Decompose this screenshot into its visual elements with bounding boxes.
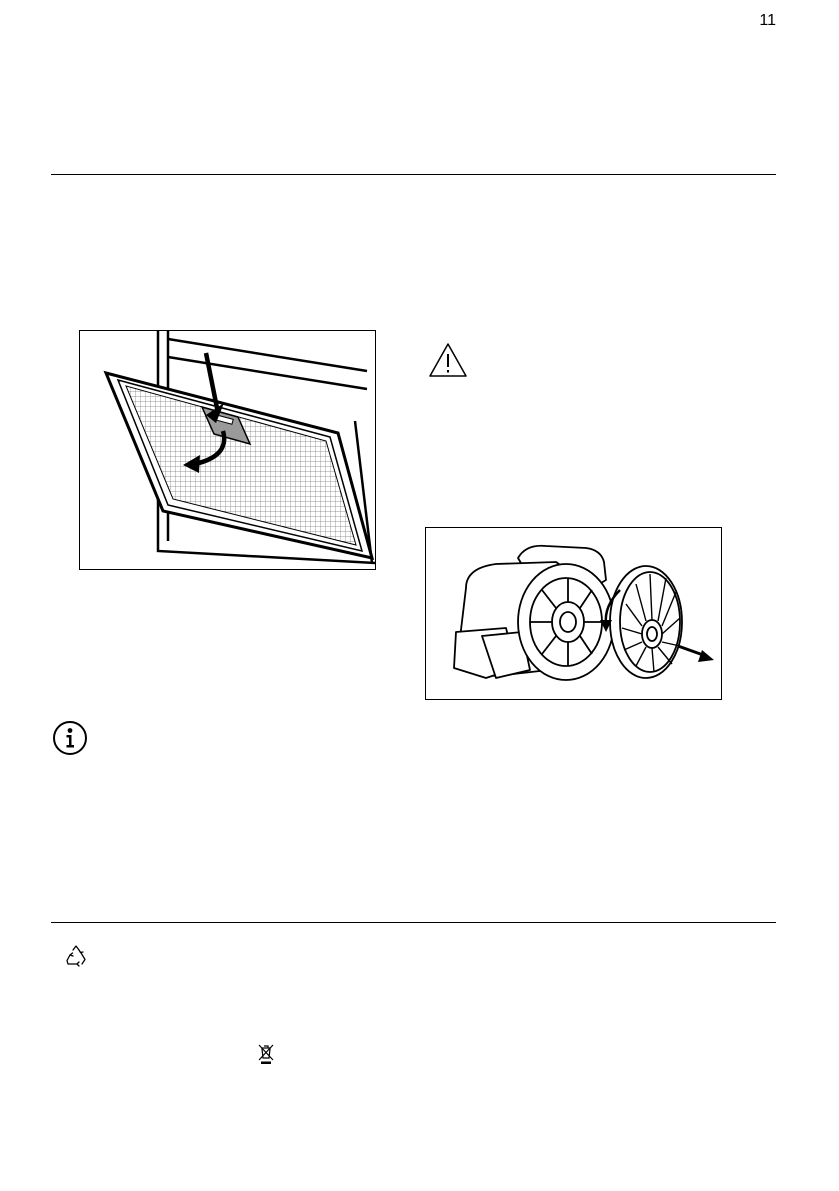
carbon-filter-figure	[425, 527, 722, 700]
info-circle-icon	[52, 720, 88, 756]
grease-filter-figure	[79, 330, 376, 570]
section-divider-top	[51, 174, 776, 175]
recycle-icon	[64, 944, 88, 968]
crossed-out-wheelie-bin-icon	[257, 1043, 275, 1065]
section-divider-bottom	[51, 922, 776, 923]
page-number: 11	[759, 12, 776, 29]
warning-triangle-icon	[428, 342, 468, 378]
